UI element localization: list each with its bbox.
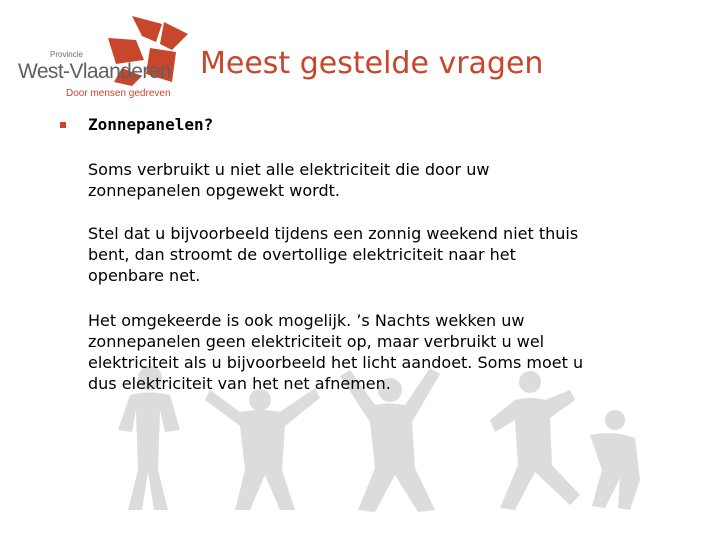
paragraph-2 bbox=[88, 223, 578, 286]
province-logo bbox=[14, 16, 190, 106]
paragraph-1-line-2: zonnepanelen opgewekt wordt. bbox=[88, 181, 340, 200]
paragraph-2-line-3: openbare net. bbox=[88, 266, 201, 285]
paragraph-3-line-1: Het omgekeerde is ook mogelijk. ’s Nachts wekken uw bbox=[88, 311, 525, 330]
logo-provincie-text: Provincie bbox=[50, 50, 83, 59]
paragraph-1-line-1: Soms verbruikt u niet alle elektriciteit die door uw bbox=[88, 160, 490, 179]
paragraph-2-line-2: bent, dan stroomt de overtollige elektriciteit naar het bbox=[88, 245, 516, 264]
logo-name-text: West-Vlaanderen bbox=[18, 60, 171, 83]
paragraph-3-line-4: dus elektriciteit van het net afnemen. bbox=[88, 374, 391, 393]
bullet-heading: Zonnepanelen? bbox=[88, 115, 214, 134]
paragraph-1 bbox=[88, 159, 489, 201]
page-title: Meest gestelde vragen bbox=[200, 46, 544, 81]
paragraph-3 bbox=[88, 310, 583, 394]
paragraph-3-line-3: elektriciteit als u bijvoorbeeld het licht aandoet. Soms moet u bbox=[88, 353, 584, 372]
square-bullet-icon bbox=[60, 122, 66, 128]
paragraph-3-line-2: zonnepanelen geen elektriciteit op, maar verbruikt u wel bbox=[88, 332, 545, 351]
paragraph-2-line-1: Stel dat u bijvoorbeeld tijdens een zonnig weekend niet thuis bbox=[88, 224, 579, 243]
logo-tagline-text: Door mensen gedreven bbox=[66, 88, 171, 99]
